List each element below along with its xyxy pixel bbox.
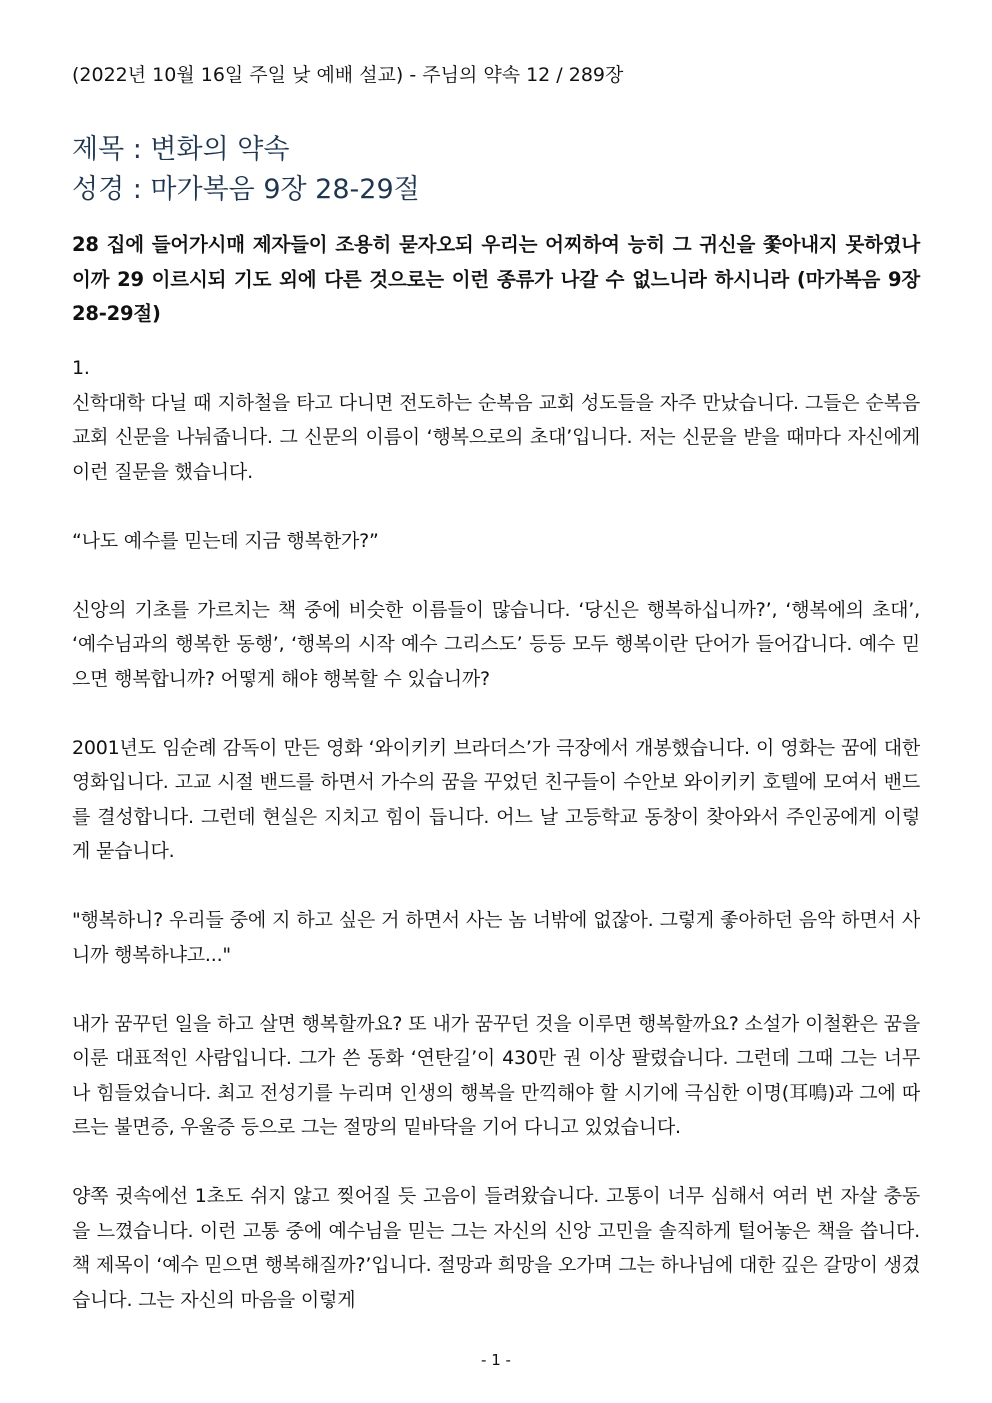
paragraph: 2001년도 임순례 감독이 만든 영화 ‘와이키키 브라더스’가 극장에서 개봉했습니다. 이 영화는 꿈에 대한 영화입니다. 고교 시절 밴드를 하면서 가수의 꿈을 꾸었던 친구들이 수안보 와이키키 호텔에 모여서 밴드를 결성합니다. 그런데 현실은 지치고 힘이 듭니다. 어느 날 고등학교 동창이 찾아와서 주인공에게 이렇게 묻습니다. [72, 736, 920, 862]
paragraph-quote: "행복하니? 우리들 중에 지 하고 싶은 거 하면서 사는 놈 너밖에 없잖아. 그렇게 좋아하던 음악 하면서 사니까 행복하냐고..." [72, 909, 920, 966]
paragraph: 신학대학 다닐 때 지하철을 타고 다니면 전도하는 순복음 교회 성도들을 자주 만났습니다. 그들은 순복음교회 신문을 나눠줍니다. 그 신문의 이름이 ‘행복으로의 초대’입니다. 저는 신문을 받을 때마다 자신에게 이런 질문을 했습니다. [72, 391, 920, 483]
paragraph: 신앙의 기초를 가르치는 책 중에 비슷한 이름들이 많습니다. ‘당신은 행복하십니까?’, ‘행복에의 초대’, ‘예수님과의 행복한 동행’, ‘행복의 시작 예수 그리스도’ 등등 모두 행복이란 단어가 들어갑니다. 예수 믿으면 행복합니까? 어떻게 해야 행복할 수 있습니까? [72, 598, 920, 690]
scripture-reference: 성경 : 마가복음 9장 28-29절 [72, 174, 420, 205]
document-page [72, 62, 920, 1317]
title-block [72, 130, 920, 210]
page-number: - 1 - [481, 1351, 511, 1369]
sermon-title: 제목 : 변화의 약속 [72, 134, 290, 165]
sermon-body [72, 351, 920, 1317]
paragraph-quote: “나도 예수를 믿는데 지금 행복한가?” [72, 529, 379, 552]
paragraph: 양쪽 귓속에선 1초도 쉬지 않고 찢어질 듯 고음이 들려왔습니다. 고통이 너무 심해서 여러 번 자살 충동을 느꼈습니다. 이런 고통 중에 예수님을 믿는 그는 자신의 신앙 고민을 솔직하게 털어놓은 책을 씁니다. 책 제목이 ‘예수 믿으면 행복해질까?’입니다. 절망과 희망을 오가며 그는 하나님에 대한 깊은 갈망이 생겼습니다. 그는 자신의 마음을 이렇게 [72, 1185, 920, 1311]
section-number: 1. [72, 357, 90, 379]
sermon-header: (2022년 10월 16일 주일 낮 예배 설교) - 주님의 약속 12 / 289장 [72, 64, 624, 86]
scripture-text: 28 집에 들어가시매 제자들이 조용히 묻자오되 우리는 어찌하여 능히 그 귀신을 쫓아내지 못하였나이까 29 이르시되 기도 외에 다른 것으로는 이런 종류가 나갈 수 없느니라 하시니라 (마가복음 9장 28-29절) [72, 233, 920, 325]
paragraph: 내가 꿈꾸던 일을 하고 살면 행복할까요? 또 내가 꿈꾸던 것을 이루면 행복할까요? 소설가 이철환은 꿈을 이룬 대표적인 사람입니다. 그가 쓴 동화 ‘연탄길’이 430만 권 이상 팔렸습니다. 그런데 그때 그는 너무나 힘들었습니다. 최고 전성기를 누리며 인생의 행복을 만끽해야 할 시기에 극심한 이명(耳鳴)과 그에 따르는 불면증, 우울증 등으로 그는 절망의 밑바닥을 기어 다니고 있었습니다. [72, 1012, 920, 1138]
